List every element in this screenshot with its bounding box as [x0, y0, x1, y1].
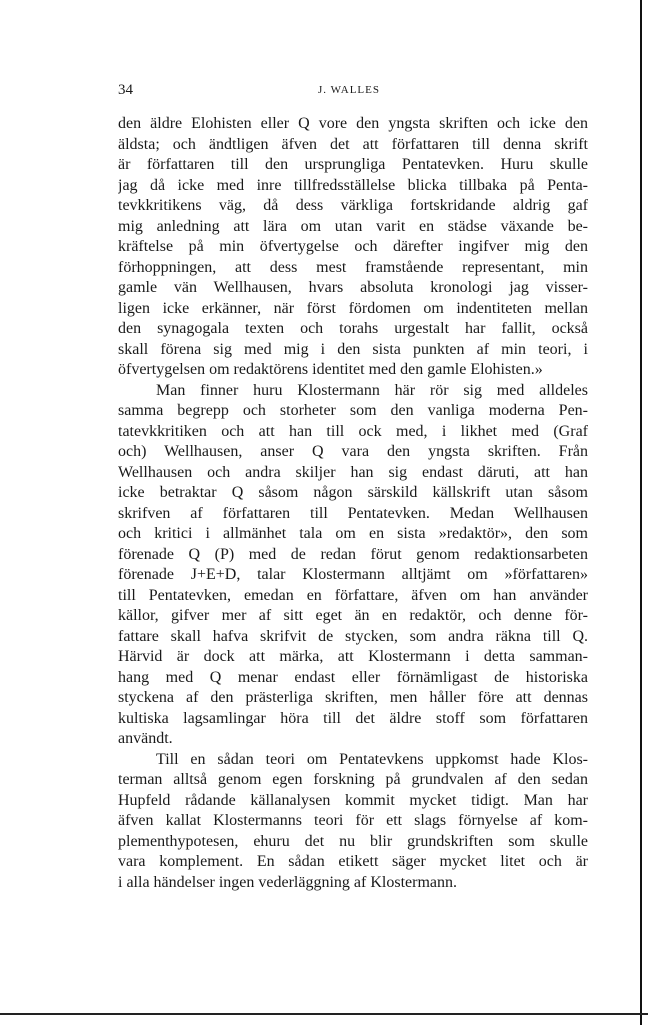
text-line: den äldre Elohisten eller Q vore den yngsta skriften och icke den: [118, 115, 588, 132]
text-line: skall förena sig med mig i den sista punkten af min teori, i: [118, 340, 588, 358]
text-line: ligen icke erkänner, när först fördomen om indentiteten mellan: [118, 299, 588, 317]
text-line: icke betraktar Q såsom någon särskild källskrift utan såsom: [118, 484, 588, 501]
text-line: och) Wellhausen, anser Q vara den yngsta skriften. Från: [118, 443, 588, 460]
text-line: källor, gifver mer af sitt eget än en redaktör, och denne för-: [118, 607, 588, 624]
text-line: Till en sådan teori om Pentatevkens uppkomst hade Klos-: [156, 750, 588, 768]
text-line: Härvid är dock att märka, att Klostermann i detta samman-: [118, 648, 588, 665]
running-head: J. WALLES: [318, 84, 380, 96]
text-line: kräftelse på min öfvertygelse och därefter ingifver mig den: [118, 238, 588, 255]
body-text: [118, 114, 588, 893]
text-line: fattare skall hafva skrifvit de stycken, som andra räkna till Q.: [118, 627, 588, 645]
text-line: plementhypotesen, ehuru det nu blir grundskriften som skulle: [118, 832, 588, 850]
text-line: vara komplement. En sådan etikett säger mycket litet och är: [118, 853, 588, 870]
text-line: Hupfeld rådande källanalysen kommit mycket tidigt. Man har: [118, 791, 588, 809]
text-line: jag då icke med inre tillfredsställelse blicka tillbaka på Penta-: [118, 176, 588, 194]
text-line: hang med Q menar endast eller förnämligast de historiska: [118, 668, 588, 686]
text-line: förenade J+E+D, talar Klostermann alltjämt om »författaren»: [118, 566, 588, 583]
text-line: i alla händelser ingen vederläggning af Klostermann.: [118, 873, 457, 891]
text-line: Man finner huru Klostermann här rör sig med alldeles: [156, 381, 588, 399]
text-line: förenade Q (P) med de redan förut genom redaktionsarbeten: [118, 545, 588, 563]
text-line: tatevkkritiken och att han till ock med, i likhet med (Graf: [118, 422, 588, 440]
text-line: äldsta; och ändtligen äfven det att författaren till denna skrift: [118, 135, 588, 153]
text-line: är författaren till den ursprungliga Pentatevken. Huru skulle: [118, 156, 588, 173]
text-line: den synagogala texten och torahs urgestalt har fallit, också: [118, 320, 588, 337]
text-line: tevkkritikens väg, då dess värkliga fortskridande aldrig gaf: [118, 197, 588, 214]
page-header: [118, 82, 588, 102]
text-line: till Pentatevken, emedan en författare, äfven om han använder: [118, 586, 588, 604]
page-number: 34: [118, 82, 133, 98]
text-line: Wellhausen och andra skiljer han sig endast däruti, att han: [118, 463, 588, 481]
text-line: samma begrepp och storheter som den vanliga moderna Pen-: [118, 402, 588, 419]
text-line: mig anledning att lära om utan varit en städse växande be-: [118, 217, 588, 235]
text-line: skrifven af författaren till Pentatevken. Medan Wellhausen: [118, 504, 588, 522]
text-line: och kritici i allmänhet tala om en sista »redaktör», den som: [118, 525, 588, 542]
text-line: förhoppningen, att dess mest framstående representant, min: [118, 258, 588, 276]
text-line: terman alltså genom egen forskning på grundvalen af den sedan: [118, 771, 588, 788]
text-line: kultiska lagsamlingar höra till det äldre stoff som författaren: [118, 709, 588, 727]
text-line: gamle vän Wellhausen, hvars absoluta kronologi jag visser-: [118, 279, 588, 296]
text-line: styckena af den prästerliga skriften, men håller före att dennas: [118, 689, 588, 706]
text-line: användt.: [118, 730, 173, 747]
text-line: äfven kallat Klostermanns teori för ett slags förnyelse af kom-: [118, 812, 588, 829]
page-edge-bottom: [0, 1013, 648, 1015]
text-line: öfvertygelsen om redaktörens identitet med den gamle Elohisten.»: [118, 361, 543, 378]
page-edge-right: [640, 0, 642, 1025]
